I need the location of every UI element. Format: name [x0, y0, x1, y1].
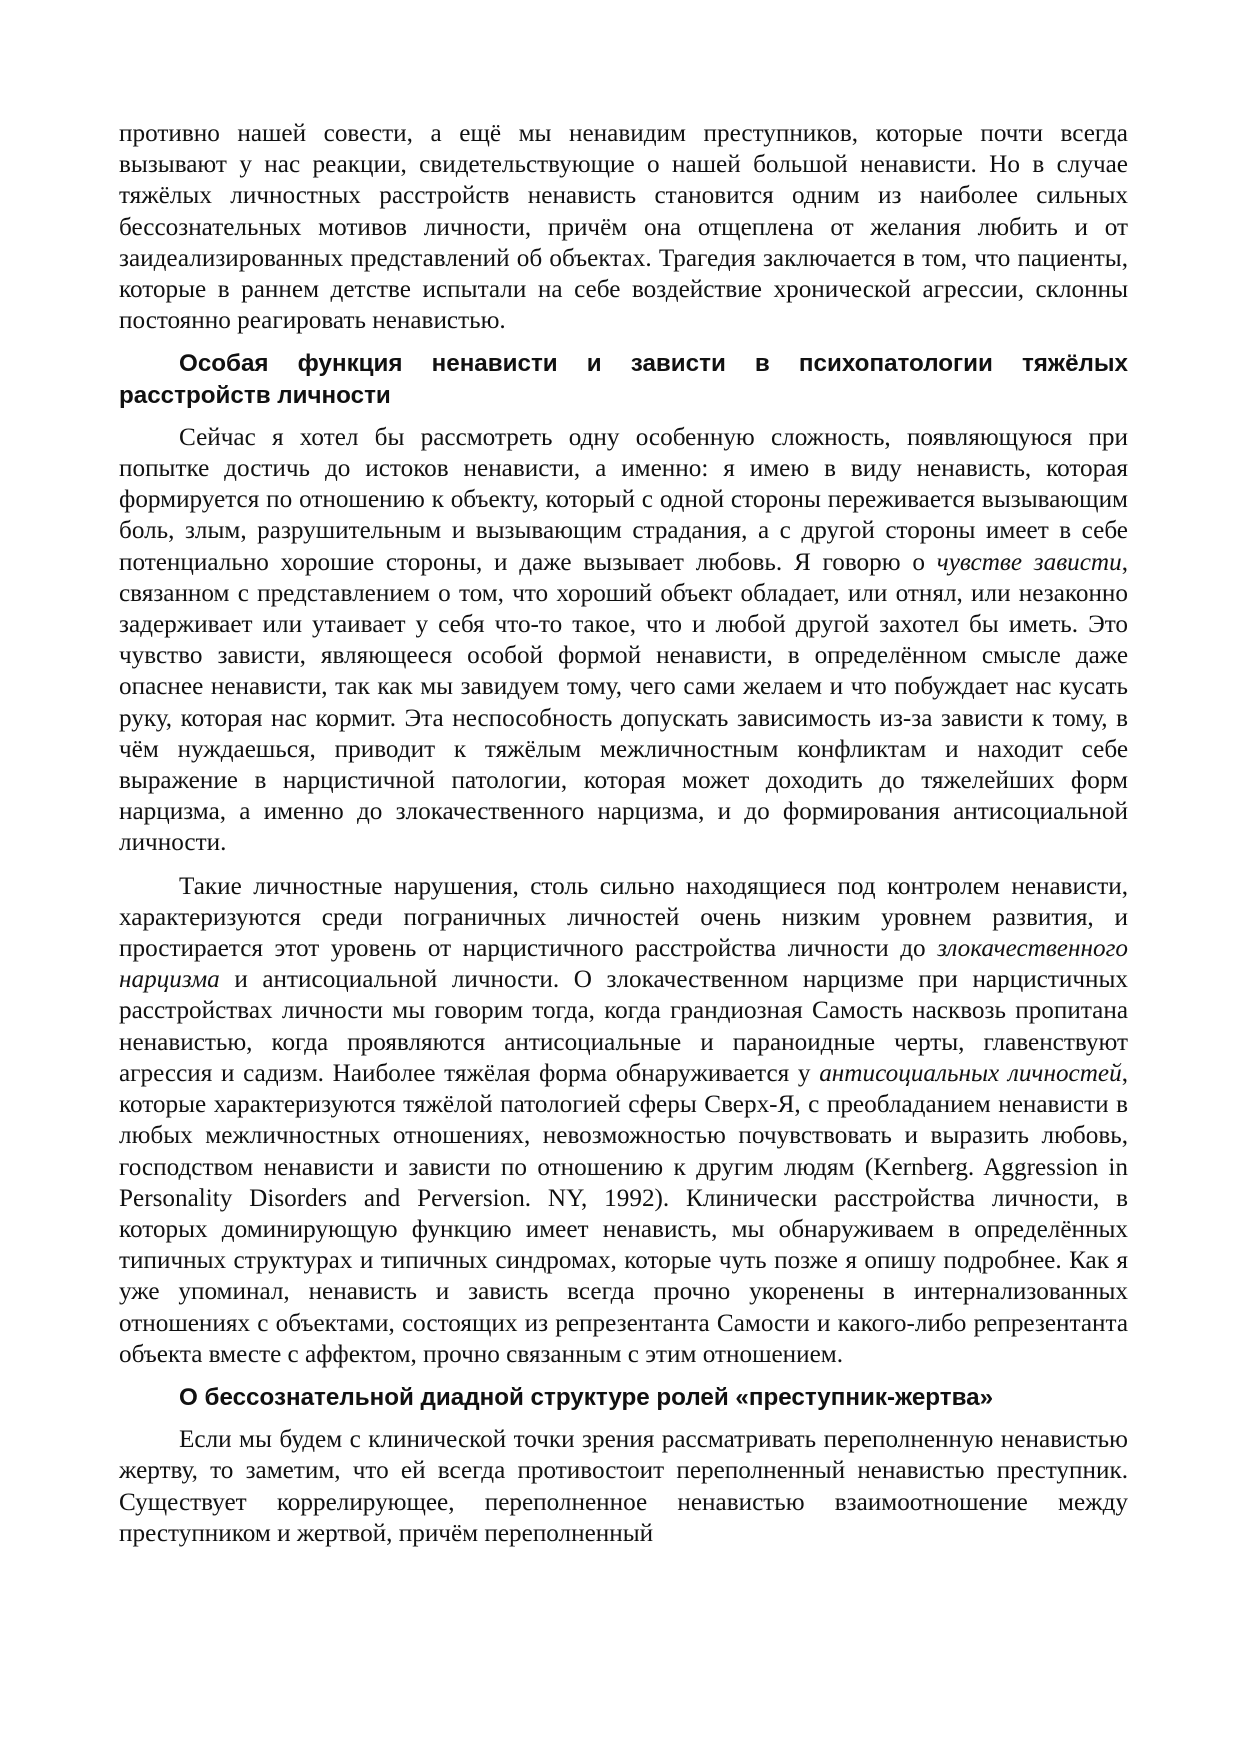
paragraph-2-emphasis: чувстве зависти	[936, 548, 1122, 576]
section-heading-1: Особая функция ненависти и зависти в психопатологии тяжёлых расстройств личности	[119, 350, 1128, 409]
paragraph-3-emphasis-1: злокачественного нарцизма	[119, 935, 1128, 994]
paragraph-3	[119, 871, 1128, 1370]
paragraph-4: Если мы будем с клинической точки зрения рассматривать переполненную ненавистью жертву, то заметим, что ей всегда противостоит переполненный ненавистью преступник. Существует коррелирующее, переполненное ненавистью взаимоотношение между преступником и жертвой, причём переполненный	[119, 1426, 1128, 1547]
document-page	[119, 118, 1128, 1561]
section-heading-2: О бессознательной диадной структуре ролей «преступник-жертва»	[179, 1383, 994, 1411]
paragraph-2-text-b: , связанном с представлением о том, что хороший объект обладает, или отнял, или незаконно задерживает или утаивает у себя что-то такое, что и любой другой захотел бы иметь. Это чувство зависти, являющееся особой формой ненависти, в определённом смысле даже опаснее ненависти, так как мы завидуем тому, чего сами желаем и что побуждает нас кусать руку, которая нас кормит. Эта неспособность допускать зависимость из-за зависти к тому, в чём нуждаешься, приводит к тяжёлым межличностным конфликтам и находит себе выражение в нарцистичной патологии, которая может доходить до тяжелейших форм нарцизма, а именно до злокачественного нарцизма, и до формирования антисоциальной личности.	[119, 548, 1128, 857]
paragraph-3-text-b: и антисоциальной личности. О злокачественном нарцизме при нарцистичных расстройствах личности мы говорим тогда, когда грандиозная Самость насквозь пропитана ненавистью, когда проявляются антисоциальные и параноидные черты, главенствуют агрессия и садизм. Наиболее тяжёлая форма обнаруживается у	[119, 966, 1128, 1087]
paragraph-2-text-a: Сейчас я хотел бы рассмотреть одну особенную сложность, появляющуюся при попытке достичь до истоков ненависти, а именно: я имею в виду ненависть, которая формируется по отношению к объекту, который с одной стороны переживается вызывающим боль, злым, разрушительным и вызывающим страдания, а с другой стороны имеет в себе потенциально хорошие стороны, и даже вызывает любовь. Я говорю о	[119, 423, 1128, 576]
paragraph-3-emphasis-2: антисоциальных личностей	[819, 1059, 1122, 1087]
paragraph-3-text-a: Такие личностные нарушения, столь сильно находящиеся под контролем ненависти, характеризуются среди пограничных личностей очень низким уровнем развития, и простирается этот уровень от нарцистичного расстройства личности до	[119, 872, 1128, 963]
paragraph-3-text-c: , которые характеризуются тяжёлой патологией сферы Сверх-Я, с преобладанием ненависти в любых межличностных отношениях, невозможностью почувствовать и выразить любовь, господством ненависти и зависти по отношению к другим людям (Kernberg. Aggression in Personality Disorders and Perversion. NY, 1992). Клинически расстройства личности, в которых доминирующую функцию имеет ненависть, мы обнаруживаем в определённых типичных структурах и типичных синдромах, которые чуть позже я опишу подробнее. Как я уже упоминал, ненависть и зависть всегда прочно укоренены в интернализованных отношениях с объектами, состоящих из репрезентанта Самости и какого-либо репрезентанта объекта вместе с аффектом, прочно связанным с этим отношением.	[119, 1059, 1128, 1368]
paragraph-1: противно нашей совести, а ещё мы ненавидим преступников, которые почти всегда вызывают у нас реакции, свидетельствующие о нашей большой ненависти. Но в случае тяжёлых личностных расстройств ненависть становится одним из наиболее сильных бессознательных мотивов личности, причём она отщеплена от желания любить и от заидеализированных представлений об объектах. Трагедия заключается в том, что пациенты, которые в раннем детстве испытали на себе воздействие хронической агрессии, склонны постоянно реагировать ненавистью.	[119, 120, 1128, 335]
paragraph-2	[119, 422, 1128, 859]
